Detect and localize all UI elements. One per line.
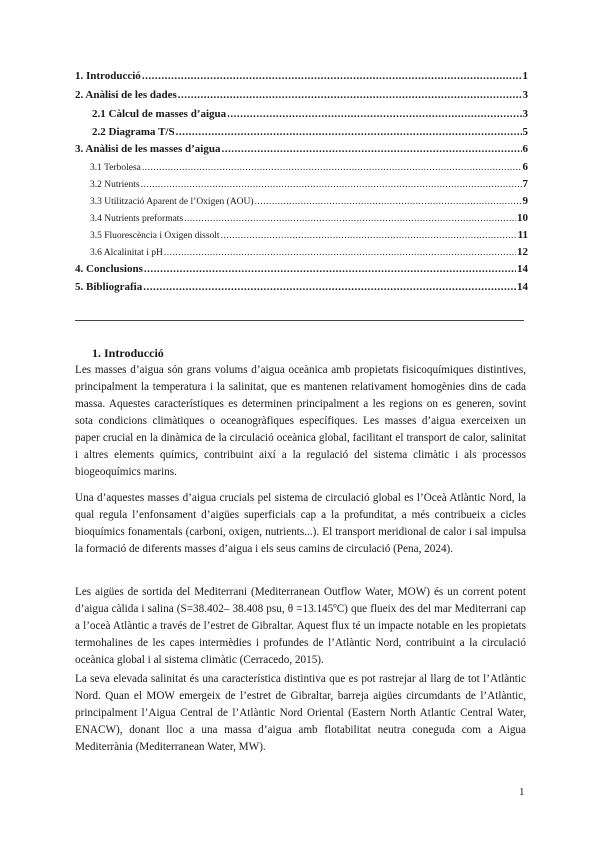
section-heading: 1. Introducció bbox=[92, 346, 164, 360]
toc-entry-title: 3.6 Alcalinitat i pH bbox=[90, 248, 163, 258]
section-divider bbox=[75, 320, 524, 321]
toc-entry-introduccio[interactable] bbox=[75, 70, 528, 82]
toc-entry-page: 1 bbox=[522, 70, 528, 82]
toc-entry-terbolesa[interactable] bbox=[90, 161, 528, 173]
toc-entry-page: 3 bbox=[522, 89, 528, 101]
toc-entry-title: 5. Bibliografia bbox=[75, 281, 143, 293]
toc-entry-nutrients-preformats[interactable] bbox=[90, 212, 528, 224]
toc-leader-dots bbox=[164, 248, 516, 258]
toc-entry-title: 2.2 Diagrama T/S bbox=[92, 126, 175, 138]
toc-entry-title: 2. Anàlisi de les dades bbox=[75, 89, 177, 101]
toc-entry-page: 14 bbox=[517, 281, 528, 293]
page-number: 1 bbox=[519, 786, 525, 798]
toc-entry-page: 14 bbox=[517, 263, 528, 275]
toc-entry-page: 6 bbox=[522, 143, 528, 155]
body-paragraph: Una d’aquestes masses d’aigua crucials pel sistema de circulació global es l’Oceà Atlàntic Nord, la qual regula l’enfonsament d’aigües superficials cap a la profunditat, a més contribueix a cicles bioquímics fonamentals (carboni, oxigen, nutrients...). El transport meridional de calor i sal impulsa la formació de diferents masses d’aigua i els seus camins de circulació (Pena, 2024). bbox=[75, 492, 526, 555]
toc-entry-title: 3.2 Nutrients bbox=[90, 180, 140, 190]
toc-leader-dots bbox=[221, 231, 517, 241]
toc-entry-analisi-dades[interactable] bbox=[75, 89, 528, 101]
toc-entry-page: 10 bbox=[517, 212, 528, 224]
toc-entry-fluorescencia[interactable] bbox=[90, 229, 528, 241]
toc-leader-dots bbox=[141, 180, 522, 190]
toc-entry-conclusions[interactable] bbox=[75, 263, 528, 275]
toc-leader-dots bbox=[143, 281, 516, 293]
toc-entry-diagrama-ts[interactable] bbox=[92, 126, 528, 138]
toc-entry-title: 3.4 Nutrients preformats bbox=[90, 214, 184, 224]
toc-leader-dots bbox=[176, 126, 522, 138]
body-paragraph: La seva elevada salinitat és una característica distintiva que es pot rastrejar al llarg de tot l’Atlàntic Nord. Quan el MOW emergeix de l’estret de Gibraltar, barreja aigües circumdants de l’Atlàntic, principalment l’Aigua Central de l’Atlàntic Nord Oriental (Eastern North Atlantic Central Water, ENACW), donant lloc a una massa d’aigua amb flotabilitat neutra coneguda com a Aigua Mediterrània (Mediterranean Water, MW). bbox=[75, 673, 526, 753]
toc-entry-page: 12 bbox=[517, 246, 528, 258]
toc-entry-bibliografia[interactable] bbox=[75, 281, 528, 293]
toc-leader-dots bbox=[227, 108, 521, 120]
toc-entry-title: 3.5 Fluorescència i Oxigen dissolt bbox=[90, 231, 220, 241]
toc-leader-dots bbox=[144, 263, 516, 275]
toc-entry-page: 11 bbox=[517, 229, 528, 241]
toc-entry-alcalinitat[interactable] bbox=[90, 246, 528, 258]
toc-entry-title: 3.3 Utilització Aparent de l’Oxigen (AOU) bbox=[90, 197, 254, 207]
toc-entry-analisi-masses[interactable] bbox=[75, 143, 528, 155]
toc-leader-dots bbox=[184, 214, 516, 224]
toc-entry-title: 3.1 Terbolesa bbox=[90, 163, 141, 173]
toc-leader-dots bbox=[178, 89, 522, 101]
toc-leader-dots bbox=[142, 163, 522, 173]
toc-entry-title: 4. Conclusions bbox=[75, 263, 143, 275]
toc-entry-calcul-masses[interactable] bbox=[92, 108, 528, 120]
body-paragraph: Les masses d’aigua són grans volums d’aigua oceànica amb propietats fisicoquímiques distintives, principalment la temperatura i la salinitat, que es mantenen relativament homogènies dins de cada massa. Aquestes característiques es determinen principalment a les regions on es generen, sovint sota condicions climàtiques o oceanogràfiques específiques. Les masses d’aigua exerceixen un paper crucial en la dinàmica de la circulació oceànica global, facilitant el transport de calor, salinitat i altres elements químics, contribuint així a la regulació del sistema climàtic i als processos biogeoquímics marins. bbox=[75, 364, 526, 478]
toc-entry-page: 3 bbox=[522, 108, 528, 120]
toc-entry-page: 5 bbox=[522, 126, 528, 138]
toc-entry-page: 7 bbox=[522, 178, 528, 190]
toc-entry-nutrients[interactable] bbox=[90, 178, 528, 190]
toc-entry-page: 6 bbox=[522, 161, 528, 173]
toc-entry-page: 9 bbox=[522, 195, 528, 207]
toc-leader-dots bbox=[221, 143, 521, 155]
toc-entry-title: 3. Anàlisi de les masses d’aigua bbox=[75, 143, 221, 155]
toc-entry-title: 2.1 Càlcul de masses d’aigua bbox=[92, 108, 227, 120]
toc-entry-title: 1. Introducció bbox=[75, 70, 141, 82]
toc-entry-aou[interactable] bbox=[90, 195, 528, 207]
toc-leader-dots bbox=[142, 70, 522, 82]
toc-leader-dots bbox=[255, 197, 522, 207]
body-paragraph: Les aigües de sortida del Mediterrani (Mediterranean Outflow Water, MOW) és un corrent potent d’aigua càlida i salina (S=38.402– 38.408 psu, θ =13.145ºC) que flueix des del mar Mediterrani cap a l’oceà Atlàntic a través de l’estret de Gibraltar. Aquest flux té un impacte notable en les propietats termohalines de les capes intermèdies i profundes de l’Atlàntic Nord, contribuint a la circulació oceànica global i al sistema climàtic (Cerracedo, 2015). bbox=[75, 586, 526, 666]
